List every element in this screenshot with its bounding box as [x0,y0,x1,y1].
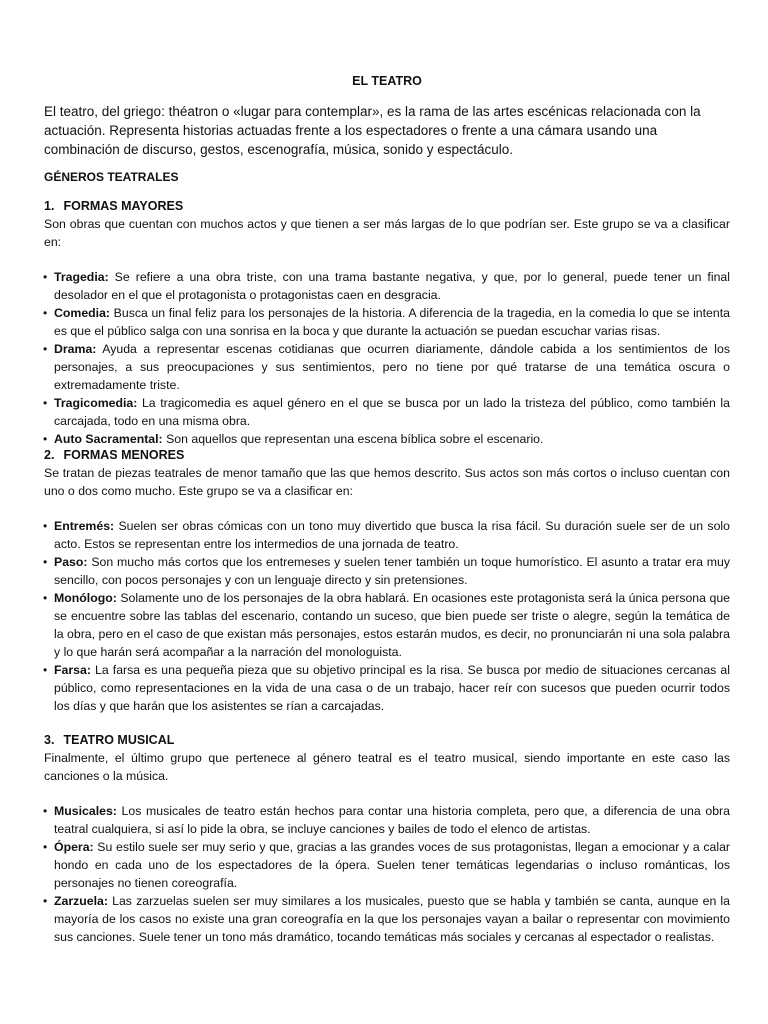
item-text: Su estilo suele ser muy serio y que, gracias a las grandes voces de sus protagonistas, llegan a emocionar y a calar hondo en cada uno de los espectadores de la ópera. Suelen tener temáticas legendarias o incluso románticas, los personajes no tienen coreografía. [54,840,730,890]
bullet-icon: • [43,840,48,854]
section-number: 3. [44,733,55,747]
section-heading [44,197,730,215]
bullet-icon: • [43,555,48,569]
section-number: 1. [44,199,55,213]
item-text: Son aquellos que representan una escena bíblica sobre el escenario. [162,432,544,446]
item-text: Se refiere a una obra triste, con una trama bastante negativa, y que, por lo general, puede tener un final desolador en el que el protagonista o protagonistas caen en desgracia. [54,270,730,302]
list-item [44,661,730,715]
item-term: Auto Sacramental: [54,432,163,446]
list-item [44,268,730,304]
bullet-icon: • [43,270,48,284]
item-term: Tragedia: [54,270,109,284]
item-term: Tragicomedia: [54,396,138,410]
item-term: Ópera: [54,840,94,854]
section-description: Son obras que cuentan con muchos actos y que tienen a ser más largas de lo que podrían ser. Este grupo se va a clasificar en: [44,217,730,249]
item-text: Ayuda a representar escenas cotidianas que ocurren diariamente, dándole cabida a los sentimientos de los personajes, a sus preocupaciones y sus sentimientos, pero no tiene por qué tratarse de una temática oscura o extremadamente triste. [54,342,730,392]
item-term: Entremés: [54,519,115,533]
list-item [44,553,730,589]
list-item [44,892,730,946]
item-text: Las zarzuelas suelen ser muy similares a los musicales, puesto que se habla y también se canta, aunque en la mayoría de los casos no existe una gran coreografía en la que los personajes vayan a bailar o representar con movimiento sus canciones. Suele tener un tono más dramático, tocando temáticas más sociales y cercanas al espectador o realistas. [54,894,730,944]
item-text: Solamente uno de los personajes de la obra hablará. En ocasiones este protagonista será la única persona que se encuentre sobre las tablas del escenario, contando un suceso, que bien puede ser triste o alegre, según la temática de la obra, pero en el caso de que existan más personajes, estos estarán mudos, es decir, no pronunciarán ni una sola palabra y lo que harán será acompañar a la narración del monologuista. [54,591,730,659]
item-term: Paso: [54,555,88,569]
genre-list [44,268,730,448]
item-text: Suelen ser obras cómicas con un tono muy divertido que busca la risa fácil. Su duración suele ser de un solo acto. Estos se representan entre los intermedios de una jornada de teatro. [54,519,730,551]
document-title: EL TEATRO [352,74,422,88]
list-item [44,394,730,430]
item-term: Drama: [54,342,97,356]
genres-heading: GÉNEROS TEATRALES [44,170,179,184]
item-text: Los musicales de teatro están hechos para contar una historia completa, pero que, a diferencia de una obra teatral cualquiera, si así lo pide la obra, se incluye canciones y bailes de todo el elenco de artistas. [54,804,730,836]
list-item [44,340,730,394]
section-title: TEATRO MUSICAL [63,733,175,747]
section-heading [44,731,730,749]
item-term: Farsa: [54,663,91,677]
item-text: Busca un final feliz para los personajes de la historia. A diferencia de la tragedia, en la comedia lo que se intenta es que el público salga con una sonrisa en la boca y que durante la actuación se puedan escuchar varias risas. [54,306,730,338]
section-teatro-musical [44,731,730,946]
section-number: 2. [44,448,55,462]
item-term: Comedia: [54,306,111,320]
bullet-icon: • [43,663,48,677]
item-term: Musicales: [54,804,117,818]
section-formas-mayores [44,197,730,448]
list-item [44,589,730,661]
section-title: FORMAS MAYORES [63,199,184,213]
bullet-icon: • [43,894,48,908]
list-item [44,802,730,838]
section-description: Finalmente, el último grupo que pertenece al género teatral es el teatro musical, siendo importante en este caso las canciones o la música. [44,751,730,783]
genre-list [44,517,730,715]
section-formas-menores [44,446,730,715]
item-term: Monólogo: [54,591,117,605]
bullet-icon: • [43,591,48,605]
genre-list [44,802,730,946]
bullet-icon: • [43,432,48,446]
bullet-icon: • [43,396,48,410]
item-text: Son mucho más cortos que los entremeses y suelen tener también un toque humorístico. El asunto a tratar era muy sencillo, con pocos personajes y con un lenguaje directo y sin pretensiones. [54,555,730,587]
list-item [44,517,730,553]
item-term: Zarzuela: [54,894,108,908]
bullet-icon: • [43,519,48,533]
item-text: La farsa es una pequeña pieza que su objetivo principal es la risa. Se busca por medio de situaciones cercanas al público, como representaciones en la vida de una casa o de un trabajo, hacer reír con sucesos que pueden ocurrir todos los días y que harán que los asistentes se rían a carcajadas. [54,663,730,713]
section-description: Se tratan de piezas teatrales de menor tamaño que las que hemos descrito. Sus actos son más cortos o incluso cuentan con uno o dos como mucho. Este grupo se va a clasificar en: [44,466,730,498]
bullet-icon: • [43,342,48,356]
item-text: La tragicomedia es aquel género en el que se busca por un lado la tristeza del público, como también la carcajada, todo en una misma obra. [54,396,730,428]
bullet-icon: • [43,804,48,818]
list-item [44,304,730,340]
section-heading [44,446,730,464]
intro-paragraph: El teatro, del griego: théatron o «lugar para contemplar», es la rama de las artes escénicas relacionada con la actuación. Representa historias actuadas frente a los espectadores o frente a una cámara usando una combinación de discurso, gestos, escenografía, música, sonido y espectáculo. [44,104,701,157]
list-item [44,838,730,892]
bullet-icon: • [43,306,48,320]
section-title: FORMAS MENORES [63,448,185,462]
